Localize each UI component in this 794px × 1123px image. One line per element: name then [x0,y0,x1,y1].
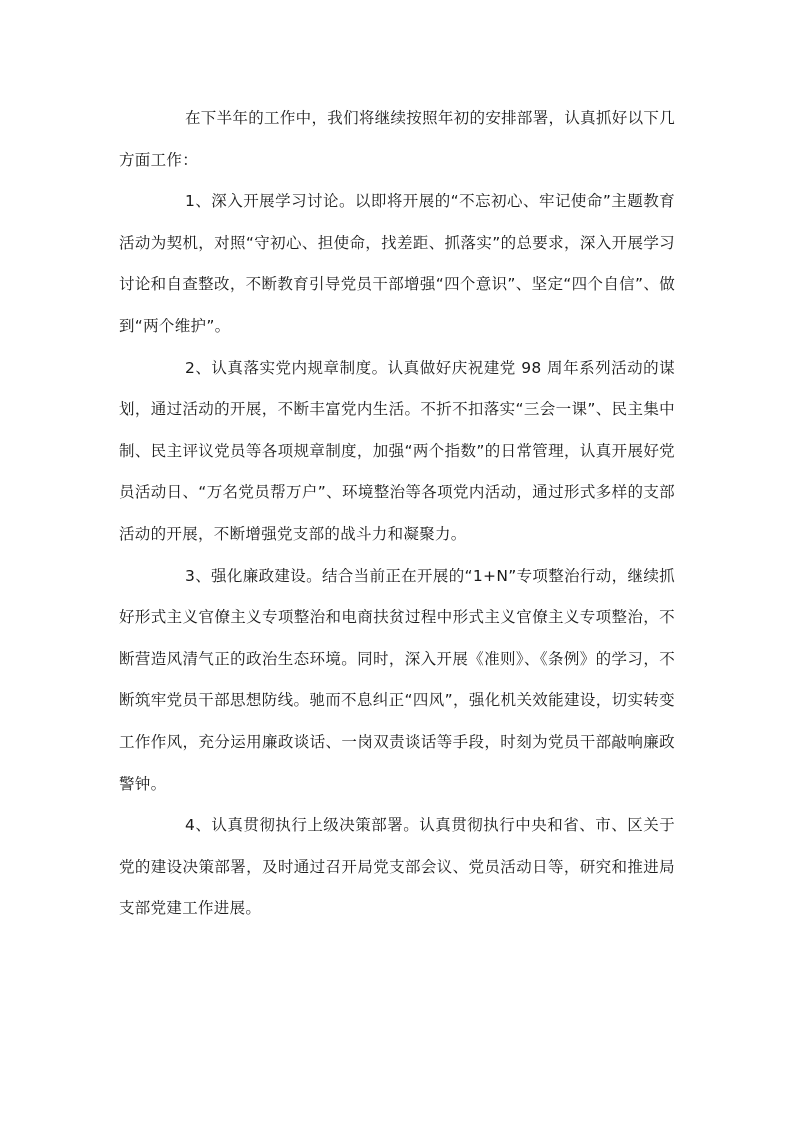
paragraph-item-1: 1、深入开展学习讨论。以即将开展的“不忘初心、牢记使命”主题教育活动为契机，对照“守初心、担使命，找差距、抓落实”的总要求，深入开展学习讨论和自查整改，不断教育引导党员干部增强“四个意识”、坚定“四个自信”、做到“两个维护”。 [119,192,675,335]
paragraph-item-2: 2、认真落实党内规章制度。认真做好庆祝建党 98 周年系列活动的谋划，通过活动的开展，不断丰富党内生活。不折不扣落实“三会一课”、民主集中制、民主评议党员等各项规章制度，加强“两个指数”的日常管理，认真开展好党员活动日、“万名党员帮万户”、环境整治等各项党内活动，通过形式多样的支部活动的开展，不断增强党支部的战斗力和凝聚力。 [119,358,675,543]
paragraph-item-3: 3、强化廉政建设。结合当前正在开展的“1+N”专项整治行动，继续抓好形式主义官僚主义专项整治和电商扶贫过程中形式主义官僚主义专项整治，不断营造风清气正的政治生态环境。同时，深入开展《准则》、《条例》的学习，不断筑牢党员干部思想防线。驰而不息纠正“四风”，强化机关效能建设，切实转变工作作风，充分运用廉政谈话、一岗双责谈话等手段，时刻为党员干部敲响廉政警钟。 [119,566,675,793]
paragraph-intro: 在下半年的工作中，我们将继续按照年初的安排部署，认真抓好以下几方面工作： [119,109,675,169]
document-body [119,98,675,930]
paragraph-item-4: 4、认真贯彻执行上级决策部署。认真贯彻执行中央和省、市、区关于党的建设决策部署，及时通过召开局党支部会议、党员活动日等，研究和推进局支部党建工作进展。 [119,816,675,918]
